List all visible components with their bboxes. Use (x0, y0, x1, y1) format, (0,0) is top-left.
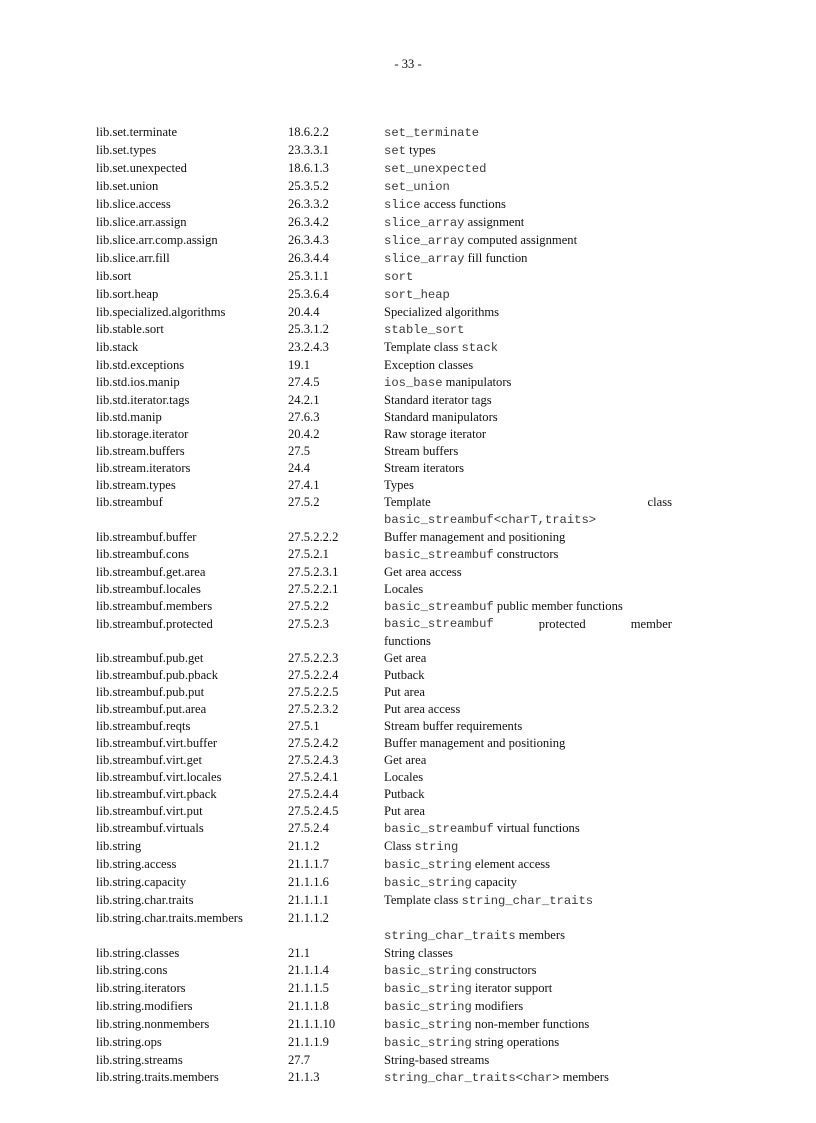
table-row (96, 178, 672, 196)
table-row (96, 196, 672, 214)
table-row (96, 142, 672, 160)
row-code: basic_string (384, 858, 472, 872)
row-code: basic_string (384, 964, 472, 978)
row-text: computed assignment (464, 233, 578, 247)
row-code: stack (461, 341, 499, 355)
row-description (384, 160, 672, 178)
table-row (96, 998, 672, 1016)
table-row (96, 214, 672, 232)
row-text: assignment (464, 215, 525, 229)
row-text: Locales (384, 770, 424, 784)
row-code: slice_array (384, 252, 465, 266)
row-description (384, 769, 672, 786)
row-label: lib.stream.buffers (96, 444, 185, 458)
row-code: slice_array (384, 234, 465, 248)
row-label: lib.std.iterator.tags (96, 393, 190, 407)
row-label: lib.streambuf (96, 495, 163, 509)
row-code: string_char_traits (384, 929, 516, 943)
table-row (96, 581, 672, 598)
row-description (384, 426, 672, 443)
row-text: Get area (384, 753, 427, 767)
table-row (96, 339, 672, 357)
row-description (384, 892, 672, 910)
table-row (96, 392, 672, 409)
row-section: 21.1.1.2 (288, 911, 329, 925)
row-text: functions (384, 634, 431, 648)
row-text: Locales (384, 582, 424, 596)
row-label: lib.streambuf.cons (96, 547, 190, 561)
row-text: members (559, 1070, 609, 1084)
table-row (96, 529, 672, 546)
row-label: lib.streambuf.virt.put (96, 804, 203, 818)
row-section: 19.1 (288, 358, 311, 372)
row-description (384, 564, 672, 581)
row-description (384, 339, 672, 357)
row-section: 27.5.2.4.4 (288, 787, 339, 801)
row-section: 27.5.2.4.3 (288, 753, 339, 767)
row-code: basic_string (384, 876, 472, 890)
row-text: access functions (420, 197, 506, 211)
row-section: 27.5.2 (288, 495, 320, 509)
row-label: lib.slice.access (96, 197, 171, 211)
row-section: 21.1.1.4 (288, 963, 329, 977)
row-text: Buffer management and positioning (384, 736, 566, 750)
row-section: 21.1.1.5 (288, 981, 329, 995)
row-section: 27.5.2.2 (288, 599, 329, 613)
index-block (96, 124, 672, 494)
row-section: 21.1.1.8 (288, 999, 329, 1013)
row-label: lib.string.char.traits (96, 893, 194, 907)
row-text: virtual functions (493, 821, 580, 835)
row-label: lib.streambuf.virt.locales (96, 770, 222, 784)
row-description (384, 650, 672, 667)
row-description (384, 196, 672, 214)
row-description (384, 374, 672, 392)
row-text: Standard iterator tags (384, 393, 492, 407)
row-section: 21.1.2 (288, 839, 320, 853)
row-section: 25.3.1.1 (288, 269, 329, 283)
table-row (96, 268, 672, 286)
table-row (96, 564, 672, 581)
table-row (96, 769, 672, 786)
row-section: 20.4.4 (288, 305, 320, 319)
table-row (96, 856, 672, 874)
row-description (384, 581, 672, 598)
table-row (96, 667, 672, 684)
row-text: Putback (384, 668, 425, 682)
row-description (384, 1052, 672, 1069)
row-text: String classes (384, 946, 453, 960)
table-row (96, 409, 672, 426)
row-label: lib.string.modifiers (96, 999, 193, 1013)
row-text: modifiers (471, 999, 524, 1013)
row-text: constructors (471, 963, 537, 977)
row-label: lib.streambuf.pub.put (96, 685, 205, 699)
row-text: element access (471, 857, 551, 871)
row-label: lib.set.union (96, 179, 159, 193)
table-row (96, 874, 672, 892)
row-code: slice (384, 198, 421, 212)
row-code: basic_streambuf (384, 617, 494, 631)
row-label: lib.streambuf.buffer (96, 530, 197, 544)
row-section: 21.1.3 (288, 1070, 320, 1084)
table-row (96, 892, 672, 910)
table-row (96, 1052, 672, 1069)
row-label: lib.sort.heap (96, 287, 159, 301)
row-code: string (414, 840, 459, 854)
table-row (96, 945, 672, 962)
row-label: lib.streambuf.get.area (96, 565, 206, 579)
row-text: Template (384, 495, 431, 509)
row-section: 27.5.2.3.2 (288, 702, 339, 716)
table-row (96, 426, 672, 443)
row-description (384, 910, 672, 945)
row-code: stable_sort (384, 323, 465, 337)
row-label: lib.set.types (96, 143, 157, 157)
row-section: 27.6.3 (288, 410, 320, 424)
table-row (96, 735, 672, 752)
row-description (384, 998, 672, 1016)
row-section: 27.7 (288, 1053, 311, 1067)
row-label: lib.string.traits.members (96, 1070, 219, 1084)
row-description (384, 546, 672, 564)
row-text: Get area (384, 651, 427, 665)
index-block (96, 650, 672, 910)
row-code: basic_streambuf (384, 548, 494, 562)
row-section: 25.3.6.4 (288, 287, 329, 301)
row-text: non-member functions (471, 1017, 590, 1031)
row-description (384, 1016, 672, 1034)
row-section: 26.3.4.4 (288, 251, 329, 265)
row-code: string_char_traits<char> (384, 1071, 560, 1085)
row-text: iterator support (471, 981, 553, 995)
row-section: 27.5.2.2.2 (288, 530, 339, 544)
table-row (96, 250, 672, 268)
row-description (384, 142, 672, 160)
row-section: 27.5.2.1 (288, 547, 329, 561)
table-row (96, 684, 672, 701)
table-row (96, 838, 672, 856)
table-row (96, 286, 672, 304)
row-label: lib.std.manip (96, 410, 162, 424)
row-label: lib.streambuf.reqts (96, 719, 191, 733)
table-row (96, 546, 672, 564)
row-section: 20.4.2 (288, 427, 320, 441)
row-label: lib.storage.iterator (96, 427, 189, 441)
row-text: string operations (471, 1035, 560, 1049)
row-description (384, 268, 672, 286)
row-label: lib.string.iterators (96, 981, 186, 995)
row-text: Types (384, 478, 414, 492)
table-row (96, 443, 672, 460)
row-label: lib.sort (96, 269, 132, 283)
row-description (384, 392, 672, 409)
row-description (384, 735, 672, 752)
table-row (96, 786, 672, 803)
row-description (384, 232, 672, 250)
row-label: lib.string.capacity (96, 875, 187, 889)
row-section: 27.5.2.2.1 (288, 582, 339, 596)
row-prefix: Class (384, 839, 415, 853)
row-description (384, 304, 672, 321)
row-description (384, 803, 672, 820)
row-code: sort_heap (384, 288, 450, 302)
row-text: member (630, 617, 672, 631)
row-text: public member functions (493, 599, 623, 613)
row-description (384, 214, 672, 232)
row-label: lib.slice.arr.assign (96, 215, 187, 229)
row-label: lib.streambuf.protected (96, 617, 213, 631)
row-section: 21.1.1.1 (288, 893, 329, 907)
row-text: members (515, 928, 565, 942)
row-text: Stream iterators (384, 461, 465, 475)
row-description (384, 409, 672, 426)
row-label: lib.streambuf.virt.buffer (96, 736, 218, 750)
row-description (384, 874, 672, 892)
row-description (384, 945, 672, 962)
row-description (384, 124, 672, 142)
row-section: 27.5.1 (288, 719, 320, 733)
row-text: Standard manipulators (384, 410, 498, 424)
row-label: lib.string.streams (96, 1053, 183, 1067)
row-text: Put area (384, 685, 425, 699)
row-label: lib.string.ops (96, 1035, 162, 1049)
row-text: Exception classes (384, 358, 474, 372)
row-label: lib.streambuf.locales (96, 582, 201, 596)
row-code: set_terminate (384, 126, 480, 140)
row-section: 26.3.3.2 (288, 197, 329, 211)
row-description (384, 962, 672, 980)
row-description (384, 1034, 672, 1052)
table-row (96, 718, 672, 735)
row-text: Get area access (384, 565, 462, 579)
table-row (96, 1016, 672, 1034)
row-label: lib.string.nonmembers (96, 1017, 210, 1031)
row-code: set_unexpected (384, 162, 487, 176)
row-label: lib.std.exceptions (96, 358, 185, 372)
row-label: lib.string.cons (96, 963, 168, 977)
row-section: 26.3.4.3 (288, 233, 329, 247)
row-section: 27.5.2.2.3 (288, 651, 339, 665)
row-section: 24.4 (288, 461, 311, 475)
row-description (384, 856, 672, 874)
row-text: Put area (384, 804, 425, 818)
row-text: Putback (384, 787, 425, 801)
row-section: 23.2.4.3 (288, 340, 329, 354)
table-row (96, 598, 672, 616)
index-block (96, 529, 672, 616)
row-label: lib.streambuf.virt.pback (96, 787, 217, 801)
table-row (96, 357, 672, 374)
row-code: basic_streambuf (384, 822, 494, 836)
row-label: lib.string.char.traits.members (96, 911, 243, 925)
row-label: lib.std.ios.manip (96, 375, 180, 389)
row-description (384, 529, 672, 546)
row-text: manipulators (442, 375, 512, 389)
row-code: basic_streambuf<charT,traits> (384, 513, 597, 527)
table-row (96, 160, 672, 178)
row-text: capacity (471, 875, 517, 889)
row-section: 27.4.1 (288, 478, 320, 492)
row-label: lib.string (96, 839, 142, 853)
row-text: Specialized algorithms (384, 305, 500, 319)
table-row (96, 304, 672, 321)
row-section: 21.1.1.10 (288, 1017, 336, 1031)
row-description (384, 838, 672, 856)
table-row (96, 962, 672, 980)
row-text: protected (538, 617, 586, 631)
row-text: Stream buffer requirements (384, 719, 523, 733)
row-text: Put area access (384, 702, 461, 716)
row-description (384, 286, 672, 304)
index-block (96, 945, 672, 1087)
row-label: lib.string.access (96, 857, 177, 871)
row-label: lib.slice.arr.fill (96, 251, 170, 265)
row-prefix: Template class (384, 893, 462, 907)
row-code: basic_string (384, 982, 472, 996)
table-row (96, 477, 672, 494)
row-text: Buffer management and positioning (384, 530, 566, 544)
row-description (384, 684, 672, 701)
row-label: lib.stream.iterators (96, 461, 191, 475)
row-text: fill function (464, 251, 528, 265)
row-section: 21.1.1.7 (288, 857, 329, 871)
row-label: lib.streambuf.virtuals (96, 821, 204, 835)
table-row (96, 460, 672, 477)
row-description (384, 178, 672, 196)
row-section: 21.1 (288, 946, 311, 960)
row-section: 27.5 (288, 444, 311, 458)
row-label: lib.streambuf.members (96, 599, 213, 613)
table-row (96, 752, 672, 769)
row-code: sort (384, 270, 414, 284)
row-description (384, 718, 672, 735)
row-label: lib.slice.arr.comp.assign (96, 233, 218, 247)
row-code: string_char_traits (461, 894, 594, 908)
table-row (96, 232, 672, 250)
row-description (384, 321, 672, 339)
row-section: 27.5.2.4.2 (288, 736, 339, 750)
row-section: 21.1.1.9 (288, 1035, 329, 1049)
row-description (384, 820, 672, 838)
row-code: ios_base (384, 376, 443, 390)
row-description (384, 980, 672, 998)
table-row (96, 980, 672, 998)
row-section: 25.3.5.2 (288, 179, 329, 193)
row-section: 24.2.1 (288, 393, 320, 407)
row-section: 27.5.2.4.5 (288, 804, 339, 818)
row-label: lib.set.terminate (96, 125, 178, 139)
table-row (96, 910, 672, 945)
table-row (96, 701, 672, 718)
row-label: lib.streambuf.pub.pback (96, 668, 219, 682)
row-section: 27.5.2.2.5 (288, 685, 339, 699)
row-description (384, 598, 672, 616)
row-section: 27.4.5 (288, 375, 320, 389)
row-label: lib.stack (96, 340, 139, 354)
table-row (96, 374, 672, 392)
row-section: 18.6.2.2 (288, 125, 329, 139)
table-row (96, 1069, 672, 1087)
row-section: 18.6.1.3 (288, 161, 329, 175)
row-section: 25.3.1.2 (288, 322, 329, 336)
row-label: lib.set.unexpected (96, 161, 187, 175)
row-section: 27.5.2.3 (288, 617, 329, 631)
row-text: types (405, 143, 436, 157)
row-label: lib.string.classes (96, 946, 180, 960)
table-row (96, 124, 672, 142)
row-code: basic_string (384, 1018, 472, 1032)
row-code: set (384, 144, 406, 158)
row-prefix: Template class (384, 340, 462, 354)
row-text: String-based streams (384, 1053, 490, 1067)
row-label: lib.stable.sort (96, 322, 164, 336)
row-description (384, 477, 672, 494)
row-code: basic_streambuf (384, 600, 494, 614)
row-code: basic_string (384, 1000, 472, 1014)
table-row (96, 803, 672, 820)
row-description (384, 357, 672, 374)
row-label: lib.stream.types (96, 478, 176, 492)
row-section: 27.5.2.2.4 (288, 668, 339, 682)
row-text: Stream buffers (384, 444, 459, 458)
row-description (384, 1069, 672, 1087)
table-row (96, 650, 672, 667)
table-row (96, 616, 672, 650)
row-description (384, 701, 672, 718)
row-section: 27.5.2.3.1 (288, 565, 339, 579)
table-row (96, 820, 672, 838)
row-code: slice_array (384, 216, 465, 230)
row-description (384, 786, 672, 803)
row-label: lib.streambuf.virt.get (96, 753, 202, 767)
row-description (384, 667, 672, 684)
row-text: constructors (493, 547, 559, 561)
row-section: 21.1.1.6 (288, 875, 329, 889)
row-description (384, 460, 672, 477)
index-table (96, 124, 672, 1087)
row-section: 27.5.2.4.1 (288, 770, 339, 784)
row-code: set_union (384, 180, 450, 194)
row-description (384, 443, 672, 460)
row-text: class (647, 495, 672, 509)
row-label: lib.streambuf.put.area (96, 702, 207, 716)
row-text: Raw storage iterator (384, 427, 487, 441)
row-description (384, 250, 672, 268)
row-description (384, 494, 672, 529)
row-section: 23.3.3.1 (288, 143, 329, 157)
row-code: basic_string (384, 1036, 472, 1050)
row-description (384, 752, 672, 769)
table-row (96, 1034, 672, 1052)
page-number: - 33 - (394, 57, 422, 71)
row-description (384, 616, 672, 650)
table-row (96, 494, 672, 529)
row-label: lib.specialized.algorithms (96, 305, 226, 319)
row-section: 26.3.4.2 (288, 215, 329, 229)
table-row (96, 321, 672, 339)
row-section: 27.5.2.4 (288, 821, 329, 835)
row-label: lib.streambuf.pub.get (96, 651, 204, 665)
